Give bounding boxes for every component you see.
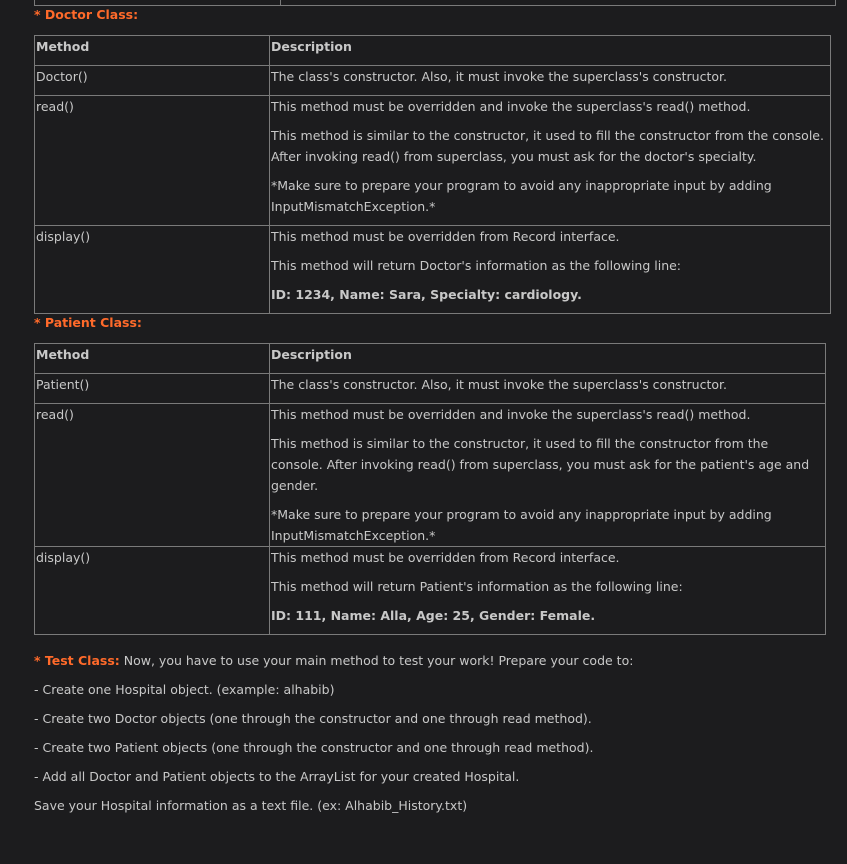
patient-methods-table [34, 343, 826, 635]
description-column-header: Description [270, 36, 831, 66]
method-column-header: Method [35, 36, 270, 66]
method-name: Doctor() [35, 66, 270, 96]
doctor-methods-table [34, 35, 831, 314]
description-column-header: Description [270, 344, 826, 374]
method-name: display() [35, 226, 270, 314]
test-class-label: * Test Class: [34, 653, 120, 668]
method-column-header: Method [35, 344, 270, 374]
method-description: This method must be overridden and invoke the superclass's read() method. This method is similar to the constructor, it used to fill the constructor from the console. After invoking read() from superclass, you must ask for the doctor's specialty. *Make sure to prepare your program to avoid any inappropriate input by adding InputMismatchException.* [270, 96, 831, 226]
table-row [35, 226, 831, 314]
method-description: This method must be overridden and invoke the superclass's read() method. This method is similar to the constructor, it used to fill the constructor from the console. After invoking read() from superclass, you must ask for the patient's age and gender. *Make sure to prepare your program to avoid any inappropriate input by adding InputMismatchException.* [270, 404, 826, 547]
previous-table-bottom [34, 0, 836, 6]
table-row [35, 66, 831, 96]
list-item: - Create two Patient objects (one through the constructor and one through read method). [34, 740, 594, 755]
example-output: ID: 111, Name: Alla, Age: 25, Gender: Female. [271, 608, 596, 623]
method-name: read() [35, 404, 270, 547]
method-name: Patient() [35, 374, 270, 404]
table-row [35, 547, 826, 635]
save-note: Save your Hospital information as a text file. (ex: Alhabib_History.txt) [34, 798, 468, 813]
method-description: This method must be overridden from Record interface. This method will return Doctor's information as the following line: ID: 1234, Name: Sara, Specialty: cardiology. [270, 226, 831, 314]
method-name: read() [35, 96, 270, 226]
table-row [35, 96, 831, 226]
list-item: - Create one Hospital object. (example: alhabib) [34, 682, 335, 697]
method-description: The class's constructor. Also, it must invoke the superclass's constructor. [270, 66, 831, 96]
table-row [35, 374, 826, 404]
doctor-class-heading: * Doctor Class: [34, 7, 139, 22]
patient-class-heading: * Patient Class: [34, 315, 142, 330]
table-header-row [35, 36, 831, 66]
example-output: ID: 1234, Name: Sara, Specialty: cardiology. [271, 287, 582, 302]
table-header-row [35, 344, 826, 374]
test-class-intro: * Test Class: Now, you have to use your main method to test your work! Prepare your code to: [34, 653, 634, 668]
method-name: display() [35, 547, 270, 635]
method-description: The class's constructor. Also, it must invoke the superclass's constructor. [270, 374, 826, 404]
list-item: - Add all Doctor and Patient objects to the ArrayList for your created Hospital. [34, 769, 520, 784]
method-description: This method must be overridden from Record interface. This method will return Patient's information as the following line: ID: 111, Name: Alla, Age: 25, Gender: Female. [270, 547, 826, 635]
table-row [35, 404, 826, 547]
list-item: - Create two Doctor objects (one through the constructor and one through read method). [34, 711, 592, 726]
